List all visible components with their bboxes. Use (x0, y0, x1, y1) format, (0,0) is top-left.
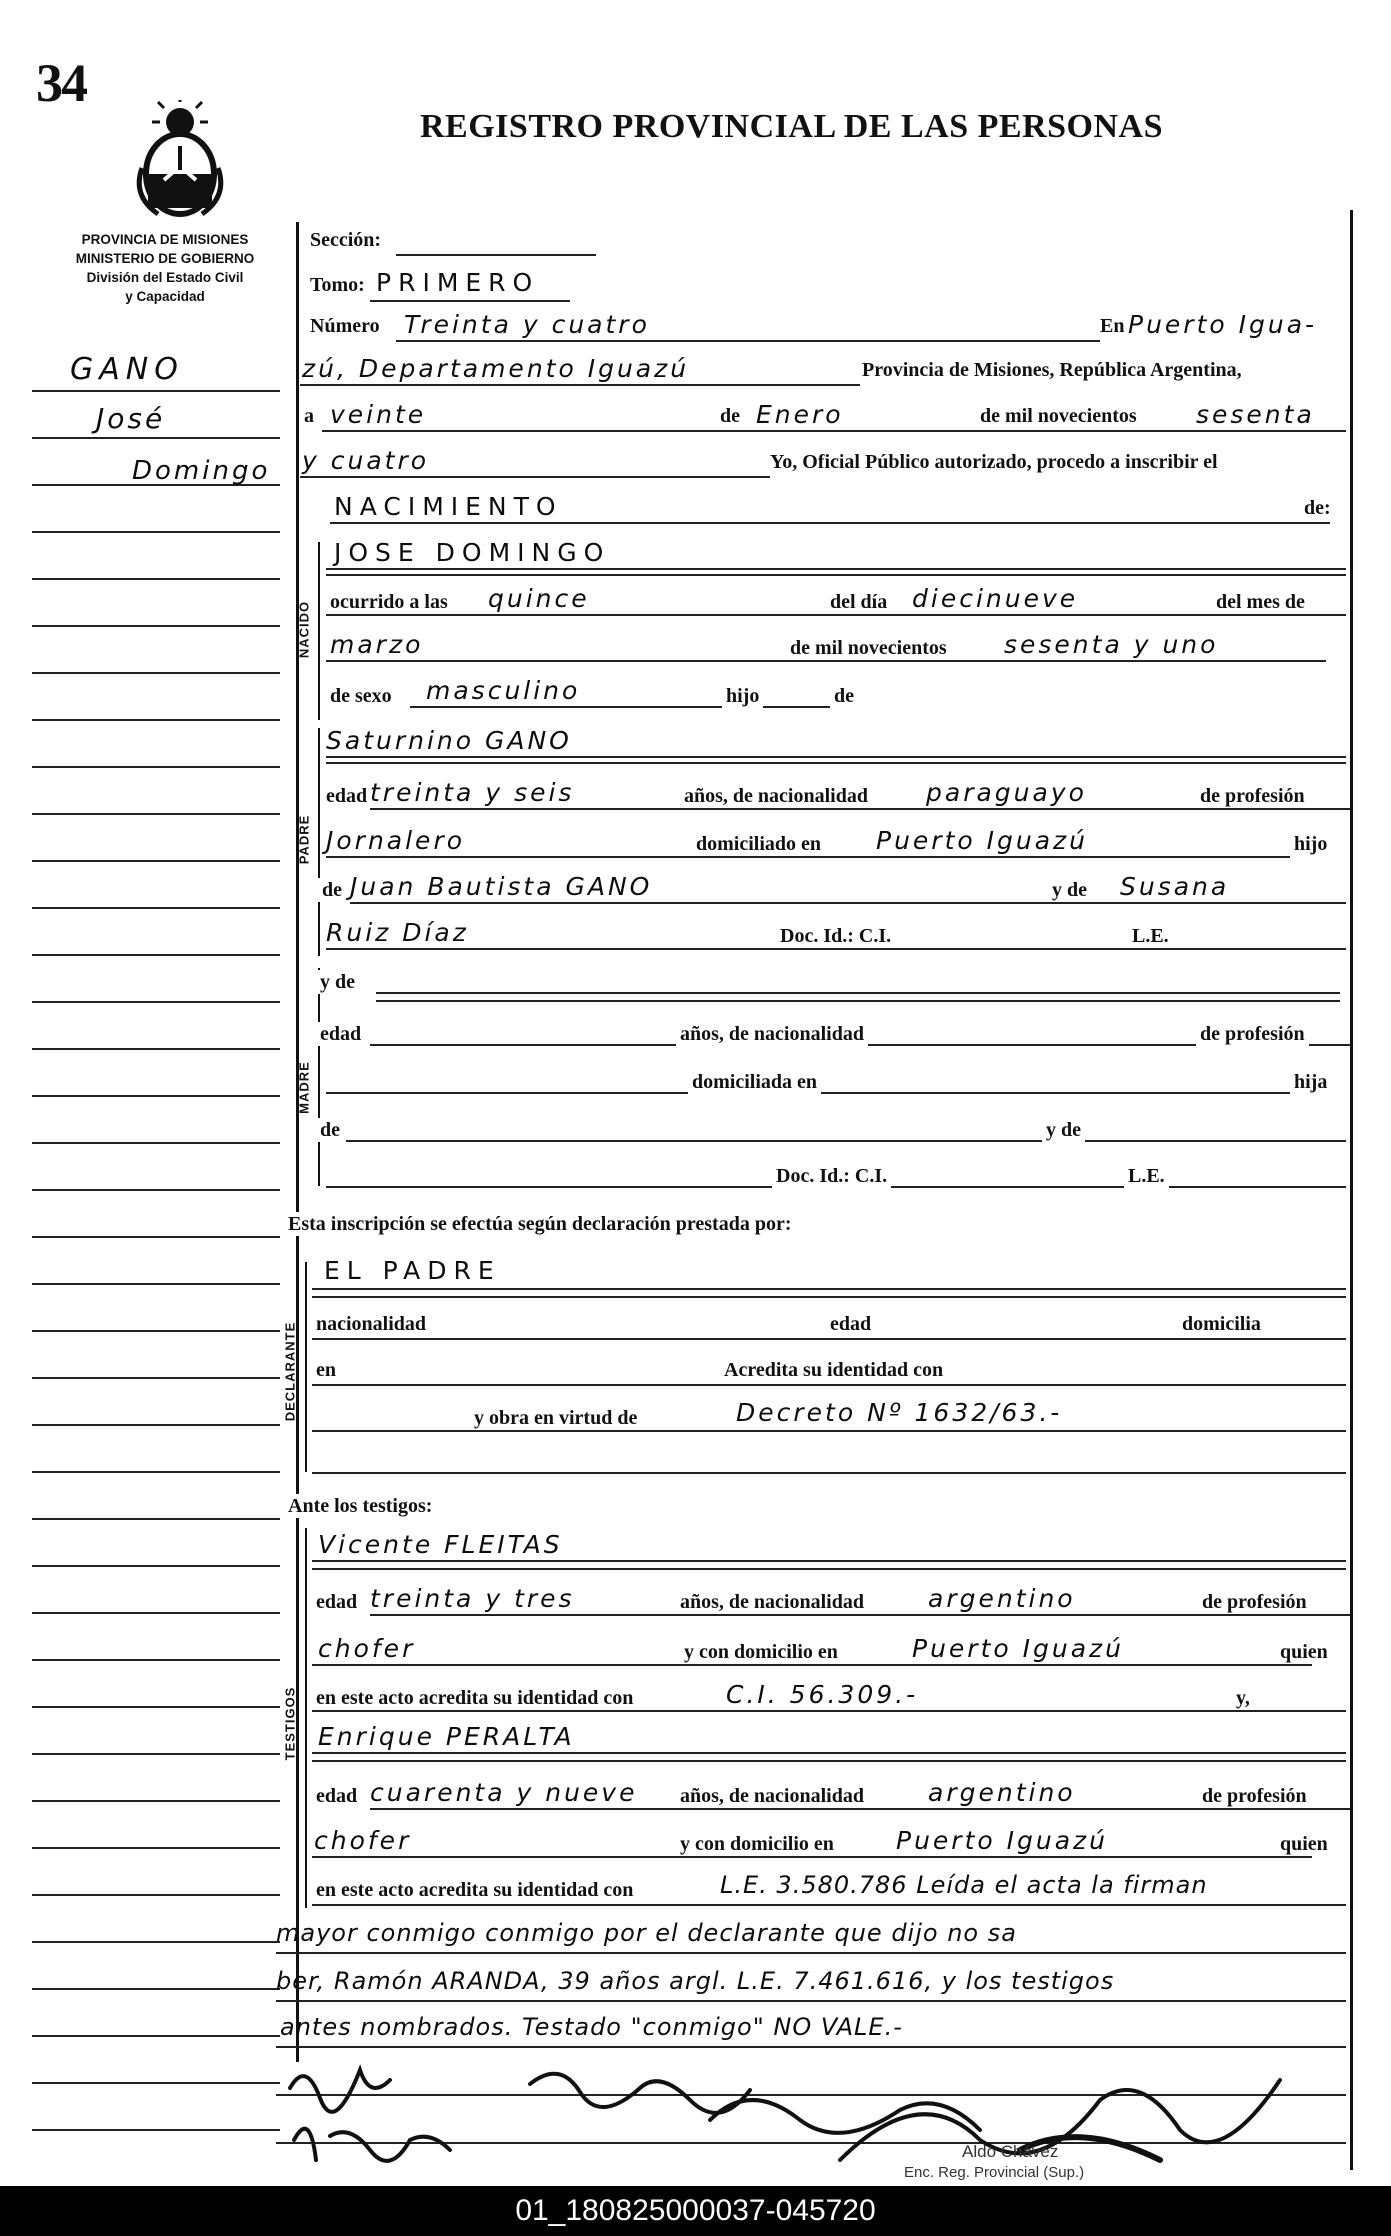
madre-yde-label: y de (316, 970, 359, 994)
margin-rule (32, 1283, 280, 1285)
mes-value: Enero (756, 400, 844, 429)
agency-line: PROVINCIA DE MISIONES (81, 232, 249, 247)
margin-rule (32, 2082, 280, 2084)
numero-value: Treinta y cuatro (404, 310, 650, 339)
margin-rule (32, 1565, 280, 1567)
testigo1-acredita-label: en este acto acredita su identidad con (312, 1686, 637, 1710)
testigo2-dom-label: y con domicilio en (676, 1832, 838, 1856)
section-label-madre: MADRE (296, 1061, 312, 1114)
testigo2-edad-label: edad (312, 1784, 361, 1808)
testigo2-prof-label: de profesión (1198, 1784, 1311, 1808)
padre-edad-value: treinta y seis (370, 778, 575, 807)
testigo2-prof-value: chofer (314, 1826, 412, 1855)
margin-rule (32, 672, 280, 674)
tomo-label: Tomo: (306, 273, 369, 297)
testigos-border (305, 1528, 307, 1908)
document-title: REGISTRO PROVINCIAL DE LAS PERSONAS (420, 108, 1163, 145)
padre-padre-value: Juan Bautista GANO (350, 872, 653, 901)
acto-value: NACIMIENTO (334, 492, 563, 521)
margin-rule (32, 437, 280, 439)
margin-rule (32, 2129, 280, 2131)
madre-doc-label: Doc. Id.: C.I. (772, 1164, 891, 1188)
testigo1-y-label: y, (1232, 1686, 1254, 1710)
declaracion-label: Esta inscripción se efectúa según declaración prestada por: (284, 1212, 796, 1236)
section-label-declarante: DECLARANTE (282, 1321, 298, 1422)
declarante-border (305, 1262, 307, 1472)
testigo1-quien-label: quien (1276, 1640, 1332, 1664)
margin-rule (32, 1095, 280, 1097)
tomo-value: PRIMERO (376, 268, 540, 297)
nacido-hora-label: ocurrido a las (326, 590, 452, 614)
agency-line: División del Estado Civil (86, 270, 244, 285)
file-id-footer: 01_180825000037-045720 (0, 2186, 1391, 2236)
margin-rule (32, 954, 280, 956)
nacido-dia-value: diecinueve (912, 584, 1079, 613)
padre-prof-label: de profesión (1196, 784, 1309, 808)
padre-edad-label: edad (322, 784, 371, 808)
margin-rule (32, 1330, 280, 1332)
margin-surname: GANO (70, 352, 184, 387)
margin-rule (32, 625, 280, 627)
nota-line: ber, Ramón ARANDA, 39 años argl. L.E. 7.461.616, y los testigos (276, 1967, 1115, 1995)
margin-rule (32, 719, 280, 721)
margin-rule (32, 1048, 280, 1050)
madre-hija-label: hija (1290, 1070, 1331, 1094)
madre-edad-label: edad (316, 1022, 365, 1046)
testigo1-nac-value: argentino (928, 1584, 1076, 1613)
nacido-hijo-label: hijo (722, 684, 763, 708)
testigo2-quien-label: quien (1276, 1832, 1332, 1856)
margin-rule (32, 1236, 280, 1238)
de-label: de (716, 404, 744, 428)
nacido-mes-label: del mes de (1212, 590, 1309, 614)
madre-prof-label: de profesión (1196, 1022, 1309, 1046)
testigo2-acredita-label: en este acto acredita su identidad con (312, 1878, 637, 1902)
testigo1-prof-label: de profesión (1198, 1590, 1311, 1614)
signatures (280, 2040, 1320, 2186)
agency-line: y Capacidad (125, 289, 205, 304)
margin-rule (32, 1142, 280, 1144)
anio-value-2: y cuatro (302, 446, 430, 475)
madre-border (318, 968, 320, 1186)
padre-madre-value-1: Susana (1120, 872, 1230, 901)
margin-rule (32, 578, 280, 580)
margin-rule (32, 1894, 280, 1896)
a-label: a (300, 404, 318, 428)
margin-rule (32, 1941, 280, 1943)
margin-rule (32, 1424, 280, 1426)
de-colon-label: de: (1300, 496, 1335, 520)
margin-rule (32, 1847, 280, 1849)
en-label: En (1096, 314, 1128, 338)
padre-le-label: L.E. (1128, 924, 1173, 948)
testigos-label: Ante los testigos: (284, 1494, 436, 1518)
margin-rule (32, 1377, 280, 1379)
padre-madre-value-2: Ruiz Díaz (326, 918, 469, 947)
nacido-nombre: JOSE DOMINGO (334, 538, 611, 567)
margin-rule (32, 1800, 280, 1802)
margin-rule (32, 1753, 280, 1755)
margin-rule (32, 860, 280, 862)
testigo1-edad-value: treinta y tres (370, 1584, 575, 1613)
agency-block (36, 230, 294, 306)
seccion-label: Sección: (306, 228, 385, 252)
yo-label: Yo, Oficial Público autorizado, procedo a inscribir el (766, 450, 1222, 474)
margin-rule (32, 907, 280, 909)
margin-given-name-2: Domingo (132, 456, 271, 486)
numero-label: Número (306, 314, 384, 338)
padre-nac-label: años, de nacionalidad (680, 784, 872, 808)
declarante-nac-label: nacionalidad (312, 1312, 430, 1336)
testigo1-prof-value: chofer (318, 1634, 416, 1663)
padre-dom-label: domiciliado en (692, 832, 825, 856)
nacido-hora-value: quince (488, 584, 590, 613)
official-title: Enc. Reg. Provincial (Sup.) (904, 2164, 1085, 2181)
en-value-1: Puerto Igua- (1128, 310, 1318, 339)
margin-rule (32, 1471, 280, 1473)
declarante-obra-label: y obra en virtud de (470, 1406, 641, 1430)
margin-rule (32, 1518, 280, 1520)
testigo2-nombre: Enrique PERALTA (318, 1722, 575, 1751)
dia-value: veinte (330, 400, 427, 429)
main-right-border (1350, 210, 1353, 2170)
anio-value-1: sesenta (1196, 400, 1315, 429)
padre-hijo-label: hijo (1290, 832, 1331, 856)
testigo2-edad-value: cuarenta y nueve (370, 1778, 638, 1807)
margin-rule (32, 1988, 280, 1990)
madre-yde2-label: y de (1042, 1118, 1085, 1142)
margin-rule (32, 766, 280, 768)
padre-dom-value: Puerto Iguazú (876, 826, 1088, 855)
declarante-en-label: en (312, 1358, 340, 1382)
coat-of-arms-icon (128, 100, 232, 222)
padre-yde-label: y de (1048, 878, 1091, 902)
official-name: Aldo Chávez (962, 2142, 1059, 2161)
nacido-sexo-value: masculino (426, 676, 581, 705)
nota-line: antes nombrados. Testado "conmigo" NO VALE.- (280, 2013, 903, 2041)
testigo2-acredita-value: L.E. 3.580.786 Leída el acta la firman (720, 1871, 1208, 1899)
anio-label: de mil novecientos (976, 404, 1141, 428)
margin-rule (32, 1001, 280, 1003)
padre-doc-label: Doc. Id.: C.I. (776, 924, 895, 948)
page-number: 34 (36, 53, 86, 113)
margin-rule (32, 1659, 280, 1661)
nacido-de-label: de (830, 684, 858, 708)
margin-rule (32, 1189, 280, 1191)
nacido-dia-label: del día (826, 590, 891, 614)
testigo1-nombre: Vicente FLEITAS (318, 1530, 563, 1559)
nacido-anio-value: sesenta y uno (1004, 630, 1219, 659)
testigo1-nac-label: años, de nacionalidad (676, 1590, 868, 1614)
section-label-testigos: TESTIGOS (282, 1686, 298, 1761)
margin-rule (32, 2035, 280, 2037)
declarante-edad-label: edad (826, 1312, 875, 1336)
margin-rule (32, 531, 280, 533)
nacido-border (318, 542, 320, 720)
margin-rule (32, 813, 280, 815)
testigo2-nac-value: argentino (928, 1778, 1076, 1807)
declarante-acredita-label: Acredita su identidad con (720, 1358, 947, 1382)
testigo1-acredita-value: C.I. 56.309.- (726, 1680, 919, 1709)
padre-nombre: Saturnino GANO (326, 726, 572, 755)
testigo1-dom-label: y con domicilio en (680, 1640, 842, 1664)
padre-de-label: de (318, 878, 346, 902)
agency-line: MINISTERIO DE GOBIERNO (75, 251, 255, 266)
testigo1-dom-value: Puerto Iguazú (912, 1634, 1124, 1663)
en-value-2: zú, Departamento Iguazú (302, 354, 690, 383)
padre-prof-value: Jornalero (326, 826, 466, 855)
madre-de-label: de (316, 1118, 344, 1142)
testigo2-dom-value: Puerto Iguazú (896, 1826, 1108, 1855)
madre-dom-label: domiciliada en (688, 1070, 821, 1094)
madre-nac-label: años, de nacionalidad (676, 1022, 868, 1046)
declarante-dom-label: domicilia (1178, 1312, 1265, 1336)
margin-given-name-1: José (96, 402, 166, 435)
testigo1-edad-label: edad (312, 1590, 361, 1614)
section-label-padre: PADRE (296, 814, 312, 865)
declarante-nombre: EL PADRE (324, 1256, 501, 1285)
nota-line: mayor conmigo conmigo por el declarante que dijo no sa (276, 1919, 1017, 1947)
margin-rule (32, 1612, 280, 1614)
margin-rule (32, 390, 280, 392)
padre-nac-value: paraguayo (926, 778, 1087, 807)
nacido-sexo-label: de sexo (326, 684, 396, 708)
provincia-label: Provincia de Misiones, República Argentina, (858, 358, 1246, 382)
nacido-anio-label: de mil novecientos (786, 636, 951, 660)
margin-rule (32, 1706, 280, 1708)
declarante-obra-value: Decreto Nº 1632/63.- (736, 1398, 1063, 1427)
nacido-mes-value: marzo (330, 630, 424, 659)
section-label-nacido: NACIDO (296, 600, 312, 659)
madre-le-label: L.E. (1124, 1164, 1169, 1188)
testigo2-nac-label: años, de nacionalidad (676, 1784, 868, 1808)
padre-border (318, 728, 320, 956)
